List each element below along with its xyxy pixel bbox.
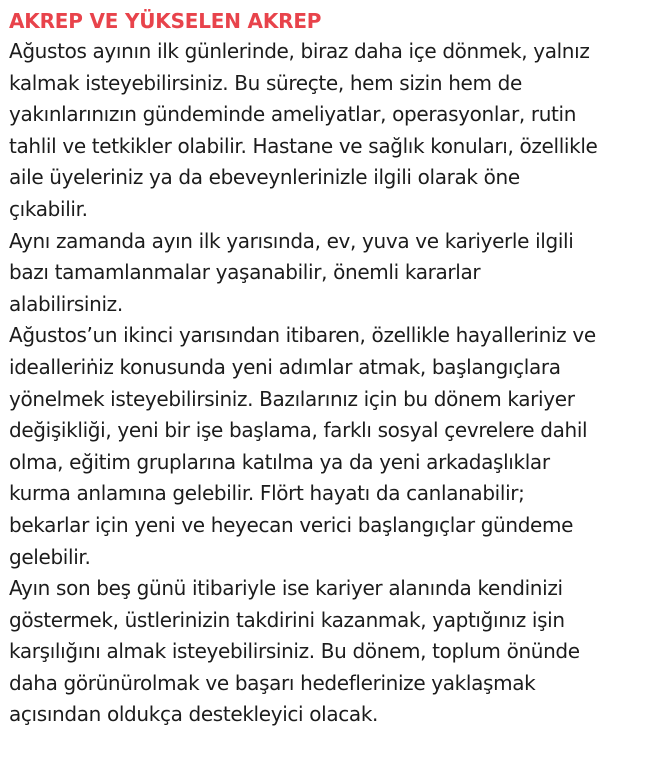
text-line: değişikliği, yeni bir işe başlama, farklı sosyal çevrelere dahil bbox=[9, 418, 588, 443]
text-line: Ağustos ayının ilk günlerinde, biraz daha içe dönmek, yalnız bbox=[9, 39, 590, 63]
text-line: tahlil ve tetkikler olabilir. Hastane ve sağlık konuları, özellikle bbox=[9, 133, 598, 158]
text-line: yakınlarınızın gündeminde ameliyatlar, operasyonlar, rutin bbox=[9, 102, 577, 127]
text-line: Ayın son beş günü itibariyle ise kariyer alanında kendinizi bbox=[9, 576, 563, 601]
article bbox=[9, 6, 649, 731]
paragraph-4 bbox=[9, 573, 649, 731]
text-line: bazı tamamlanmalar yaşanabilir, önemli kararlar bbox=[9, 260, 481, 285]
text-line: olma, eğitim gruplarına katılma ya da yeni arkadaşlıklar bbox=[9, 449, 550, 474]
text-line: Ağustos’un ikinci yarısından itibaren, özellikle hayalleriniz ve bbox=[9, 323, 596, 348]
text-line: kalmak isteyebilirsiniz. Bu süreçte, hem sizin hem de bbox=[9, 70, 522, 95]
text-line: Aynı zamanda ayın ilk yarısında, ev, yuva ve kariyerle ilgili bbox=[9, 228, 574, 253]
paragraph-2 bbox=[9, 226, 649, 321]
text-line: gelebilir. bbox=[9, 544, 91, 569]
text-line: çıkabilir. bbox=[9, 196, 88, 221]
article-heading: AKREP VE YÜKSELEN AKREP bbox=[9, 9, 322, 33]
text-line: göstermek, üstlerinizin takdirini kazanmak, yaptığınız işin bbox=[9, 607, 565, 632]
text-line: idealleriṅiz konusunda yeni adımlar atmak, başlangıçlara bbox=[9, 354, 561, 379]
text-line: aile üyeleriniz ya da ebeveynlerinizle ilgili olarak öne bbox=[9, 165, 520, 190]
text-line: karşılığını almak isteyebilirsiniz. Bu dönem, toplum önünde bbox=[9, 639, 580, 664]
text-line: yönelmek isteyebilirsiniz. Bazılarınız için bu dönem kariyer bbox=[9, 386, 575, 411]
text-line: bekarlar için yeni ve heyecan verici başlangıçlar gündeme bbox=[9, 512, 574, 537]
text-line: açısından oldukça destekleyici olacak. bbox=[9, 702, 379, 727]
paragraph-1 bbox=[9, 36, 649, 226]
text-line: alabilirsiniz. bbox=[9, 291, 123, 316]
text-line: daha görünürolmak ve başarı hedeflerinize yaklaşmak bbox=[9, 670, 536, 695]
text-line: kurma anlamına gelebilir. Flört hayatı da canlanabilir; bbox=[9, 481, 525, 506]
paragraph-3 bbox=[9, 320, 649, 573]
